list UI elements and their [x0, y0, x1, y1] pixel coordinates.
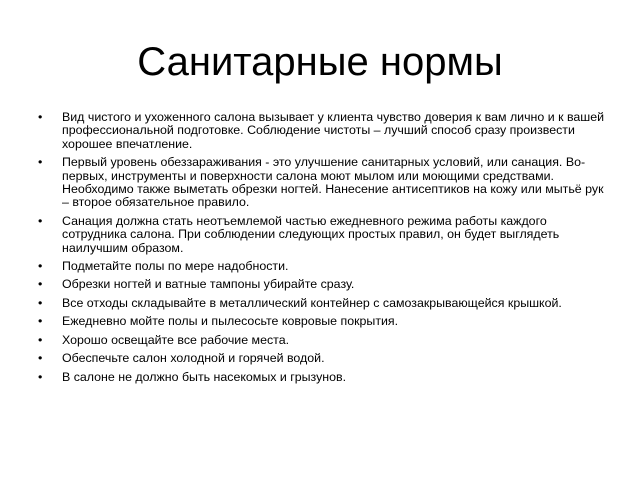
bullet-item: [38, 215, 608, 255]
bullet-dot-icon: •: [38, 155, 43, 170]
bullet-dot-icon: •: [38, 277, 43, 292]
bullet-dot-icon: •: [38, 259, 43, 274]
bullet-dot-icon: •: [38, 110, 43, 124]
bullet-item: [38, 352, 608, 365]
bullet-text: Обеспечьте салон холодной и горячей водой.: [62, 351, 325, 366]
bullet-item: [38, 315, 608, 328]
bullet-text: Первый уровень обеззараживания - это улучшение санитарных условий, или санация. Во-первых, инструменты и поверхности салона моют мылом или моющими средствами. Необходимо также выметать обрезки ногтей. Нанесение антисептиков на кожу или мытьё рук – второе обязательное правило.: [62, 155, 604, 210]
slide-title: Санитарные нормы: [137, 40, 503, 84]
bullet-item: [38, 260, 608, 273]
bullet-dot-icon: •: [38, 213, 43, 228]
bullet-item: [38, 334, 608, 347]
bullet-dot-icon: •: [38, 295, 43, 310]
bullet-text: Санация должна стать неотъемлемой частью ежедневного режима работы каждого сотрудника салона. При соблюдении следующих простых правил, он будет выглядеть наилучшим образом.: [62, 213, 560, 255]
bullet-list: [38, 111, 608, 389]
bullet-text: Все отходы складывайте в металлический контейнер с самозакрывающейся крышкой.: [62, 295, 562, 310]
bullet-text: В салоне не должно быть насекомых и грызунов.: [62, 369, 347, 384]
bullet-text: Хорошо освещайте все рабочие места.: [62, 332, 290, 347]
bullet-text: Обрезки ногтей и ватные тампоны убирайте сразу.: [62, 277, 355, 292]
bullet-dot-icon: •: [38, 351, 43, 366]
bullet-text: Вид чистого и ухоженного салона вызывает у клиента чувство доверия к вам лично и к вашей профессиональной подготовке. Соблюдение чистоты – лучший способ сразу произвести хорошее впечатление.: [62, 110, 605, 151]
bullet-item: [38, 156, 608, 210]
bullet-item: [38, 297, 608, 310]
bullet-item: [38, 371, 608, 384]
bullet-text: Подметайте полы по мере надобности.: [62, 259, 289, 274]
bullet-item: [38, 278, 608, 291]
bullet-dot-icon: •: [38, 369, 43, 384]
bullet-dot-icon: •: [38, 332, 43, 347]
bullet-item: [38, 111, 608, 151]
bullet-dot-icon: •: [38, 314, 43, 329]
bullet-text: Ежедневно мойте полы и пылесосьте ковровые покрытия.: [62, 314, 399, 329]
